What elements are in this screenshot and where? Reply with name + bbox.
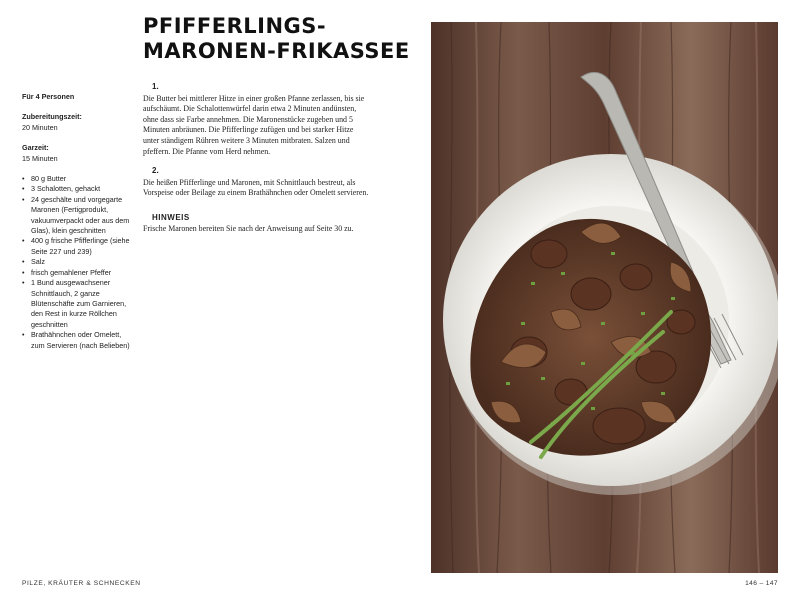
ingredient-item: • 400 g frische Pfifferlinge (siehe Seite 227 und 239) [22,236,134,257]
cook-time-value: 15 Minuten [22,153,58,163]
recipe-sidebar [22,92,134,351]
recipe-title-line-2: MARONEN-FRIKASSEE [143,39,410,63]
recipe-title-line-1: PFIFFERLINGS- [143,14,327,38]
ingredient-item: • Salz [22,257,134,267]
hint-text: Frische Maronen bereiten Sie nach der Anweisung auf Seite 30 zu. [143,223,354,233]
method-step-1 [143,82,371,157]
step-number: 1. [152,82,159,91]
ingredient-item: • 80 g Butter [22,174,134,184]
dish-photo-illustration [431,22,778,573]
method-step-2 [143,166,371,199]
recipe-title [143,14,423,64]
step-number: 2. [152,166,159,176]
ingredient-item: • 1 Bund ausgewachsener Schnittlauch, 2 ganze Blütenschäfte zum Garnieren, den Rest in kurze Röllchen geschnitten [22,278,134,330]
ingredient-item: • frisch gemahlener Pfeffer [22,268,134,278]
cook-time-block [22,143,134,164]
ingredient-item: • 3 Schalotten, gehackt [22,184,134,194]
method-column [143,82,371,234]
prep-time-label: Zubereitungszeit: [22,112,82,122]
ingredient-list [22,174,134,351]
page-numbers: 146 – 147 [745,580,778,587]
step-text: Die Butter bei mittlerer Hitze in einer großen Pfanne zerlassen, bis sie aufschäumt. Die Schalottenwürfel darin etwa 2 Minuten andünsten, ohne dass sie Farbe annehmen. Die Maronenstücke zugeben und 5 Minuten anbräunen. Die Pfifferlinge zufügen und bei starker Hitze unter ständigem Rühren weitere 3 Minuten mitbraten. Salzen und pfeffern. Die Pfanne vom Herd nehmen. [143,93,365,156]
prep-time-block [22,112,134,133]
ingredient-item: • 24 geschälte und vorgegarte Maronen (Fertigprodukt, vakuumverpackt oder aus dem Glas), klein geschnitten [22,195,134,237]
dish-photo [431,22,778,573]
servings-label: Für 4 Personen [22,92,75,101]
servings-block [22,92,134,102]
hint-heading: HINWEIS [152,212,190,222]
step-text: Die heißen Pfifferlinge und Maronen, mit Schnittlauch bestreut, als Vorspeise oder Beilage zu einem Brathähnchen oder Omelett servieren. [143,177,369,198]
ingredient-item: • Brathähnchen oder Omelett, zum Servieren (nach Belieben) [22,330,134,351]
prep-time-value: 20 Minuten [22,122,58,132]
cook-time-label: Garzeit: [22,143,49,153]
section-footer: PILZE, KRÄUTER & SCHNECKEN [22,580,141,587]
